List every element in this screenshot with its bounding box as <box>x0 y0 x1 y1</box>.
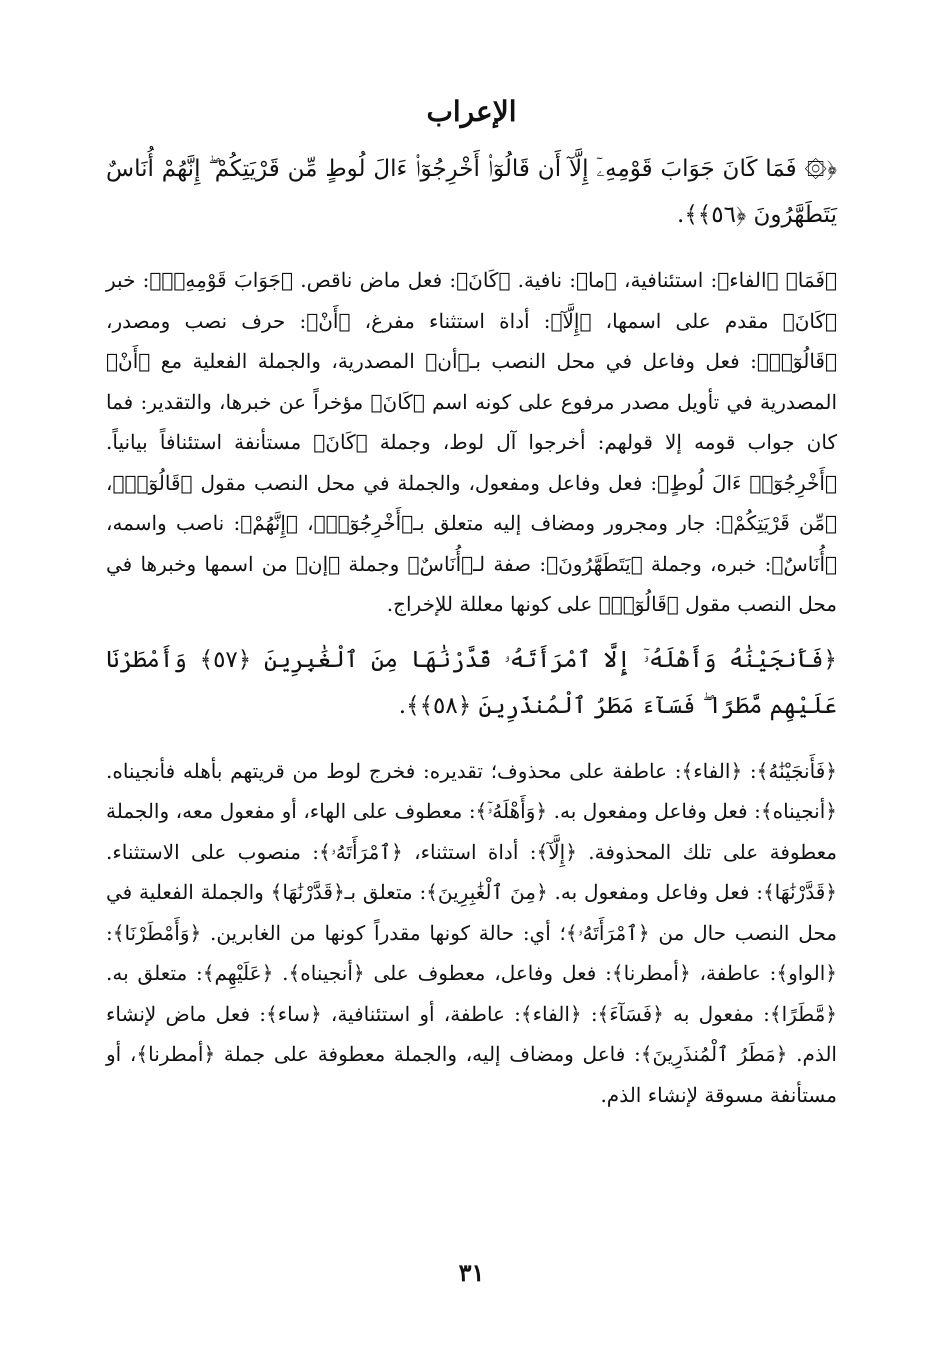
grammar-analysis-56: ﴿فَمَا﴾ ﴿الفاء﴾: استئنافية، ﴿ما﴾: نافية. ﴿كَانَ﴾: فعل ماض ناقص. ﴿جَوَابَ قَوْمِهِۦٓ﴾: خبر ﴿كَانَ﴾ مقدم على اسمها، ﴿إِلَّآ﴾: أداة استثناء مفرغ، ﴿أَنْ﴾: حرف نصب ومصدر، ﴿قَالُوٓا۟﴾: فعل وفاعل في محل النصب بـ﴿أن﴾ المصدرية، والجملة الفعلية مع ﴿أَنْ﴾ المصدرية في تأويل مصدر مرفوع على كونه اسم ﴿كَانَ﴾ مؤخراً عن خبرها، والتقدير: فما كان جواب قومه إلا قولهم: أخرجوا آل لوط، وجملة ﴿كَانَ﴾ مستأنفة استئنافاً بيانياً. ﴿أَخْرِجُوٓا۟ ءَالَ لُوطٍ﴾: فعل وفاعل ومفعول، والجملة في محل النصب مقول ﴿قَالُوٓا۟﴾، ﴿مِّن قَرْيَتِكُمْ﴾: جار ومجرور ومضاف إليه متعلق بـ﴿أَخْرِجُوٓا۟﴾، ﴿إِنَّهُمْ﴾: ناصب واسمه، ﴿أُنَاسٌ﴾: خبره، وجملة ﴿يَتَطَهَّرُونَ﴾: صفة لـ﴿أُنَاسٌ﴾ وجملة ﴿إن﴾ من اسمها وخبرها في محل النصب مقول ﴿قَالُوٓا۟﴾ على كونها معللة للإخراج. <box>106 268 838 616</box>
quran-verse-56: ﴿۞ فَمَا كَانَ جَوَابَ قَوْمِهِۦٓ إِلَّآ أَن قَالُوٓا۟ أَخْرِجُوٓا۟ ءَالَ لُوطٍ مِّن قَرْيَتِكُمْ ۖ إِنَّهُمْ أُنَاسٌ يَتَطَهَّرُونَ ﴿٥٦﴾﴾. <box>106 156 837 228</box>
page-title: الإعراب <box>426 95 517 128</box>
quran-verse-57-58: ﴿فَأَنجَيْنَٰهُ وَأَهْلَهُۥٓ إِلَّا ٱمْرَأَتَهُۥ قَدَّرْنَٰهَا مِنَ ٱلْغَٰبِرِينَ ﴿٥٧﴾ وَأَمْطَرْنَا عَلَيْهِم مَّطَرًا ۖ فَسَآءَ مَطَرُ ٱلْمُنذَرِينَ ﴿٥٨﴾﴾. <box>106 646 837 719</box>
grammar-analysis-57-58: ﴿فَأَنجَيْنَٰهُ﴾: ﴿الفاء﴾: عاطفة على محذوف؛ تقديره: فخرج لوط من قريتهم بأهله فأنجيناه. ﴿أنجيناه﴾: فعل وفاعل ومفعول به. ﴿وَأَهْلَهُۥٓ﴾: معطوف على الهاء، أو مفعول معه، والجملة معطوفة على تلك المحذوفة. ﴿إِلَّآ﴾: أداة استثناء، ﴿ٱمْرَأَتَهُۥ﴾: منصوب على الاستثناء. ﴿قَدَّرْنَٰهَا﴾: فعل وفاعل ومفعول به. ﴿مِنَ ٱلْغَٰبِرِينَ﴾: متعلق بـ﴿قَدَّرْنَٰهَا﴾ والجملة الفعلية في محل النصب حال من ﴿ٱمْرَأَتَهُۥ﴾؛ أي: حالة كونها مقدراً كونها من الغابرين. ﴿وَأَمْطَرْنَا﴾: ﴿الواو﴾: عاطفة، ﴿أمطرنا﴾: فعل وفاعل، معطوف على ﴿أنجيناه﴾. ﴿عَلَيْهِم﴾: متعلق به. ﴿مَّطَرًا﴾: مفعول به ﴿فَسَآءَ﴾: ﴿الفاء﴾: عاطفة، أو استئنافية، ﴿ساء﴾: فعل ماض لإنشاء الذم. ﴿مَطَرُ ٱلْمُنذَرِينَ﴾: فاعل ومضاف إليه، والجملة معطوفة على جملة ﴿أمطرنا﴾، أو مستأنفة مسوقة لإنشاء الذم. <box>106 758 837 1107</box>
page-number: ٣١ <box>458 1258 485 1287</box>
